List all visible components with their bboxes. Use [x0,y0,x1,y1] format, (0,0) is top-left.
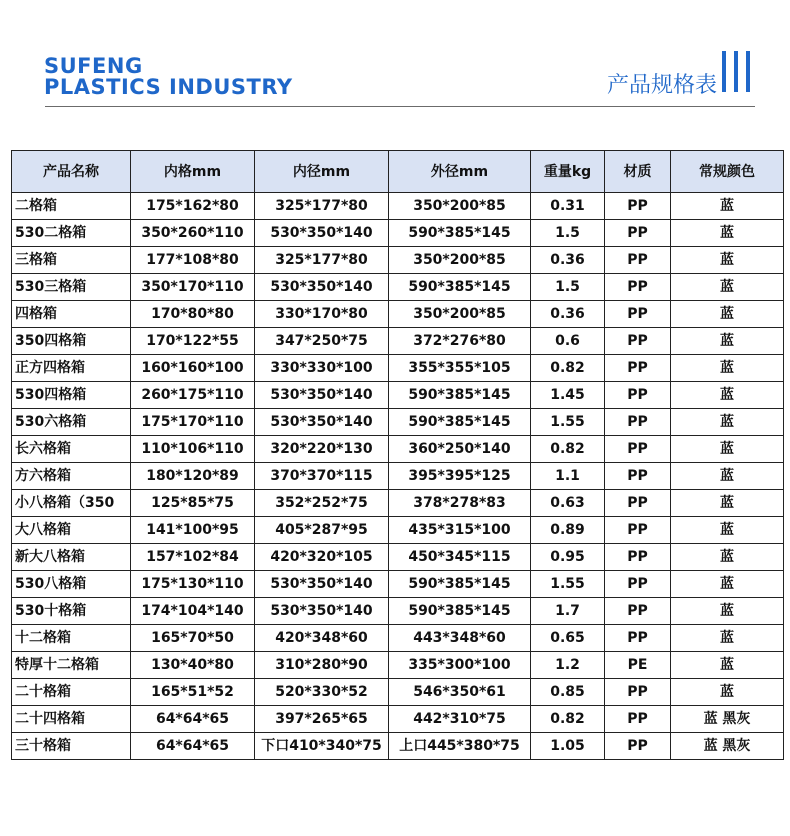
table-body [12,193,784,760]
color-cell: 蓝 [671,463,784,490]
product-name-cell: 二十四格箱 [12,706,131,733]
material-cell: PP [605,544,671,571]
material-cell: PP [605,733,671,760]
outer-diameter-cell: 350*200*85 [389,301,531,328]
column-header-material: 材质 [605,151,671,193]
page-title: 产品规格表 [606,73,717,98]
color-cell: 蓝 [671,193,784,220]
material-cell: PP [605,409,671,436]
column-header-color: 常规颜色 [671,151,784,193]
table-row [12,571,784,598]
color-cell: 蓝 [671,652,784,679]
inner-diameter-cell: 530*350*140 [255,598,389,625]
color-cell: 蓝 黑灰 [671,706,784,733]
product-name-cell: 二十格箱 [12,679,131,706]
outer-diameter-cell: 395*395*125 [389,463,531,490]
product-name-cell: 正方四格箱 [12,355,131,382]
outer-diameter-cell: 546*350*61 [389,679,531,706]
outer-diameter-cell: 590*385*145 [389,382,531,409]
inner-grid-cell: 180*120*89 [131,463,255,490]
weight-cell: 1.55 [531,571,605,598]
material-cell: PP [605,355,671,382]
title-bar [734,51,738,92]
outer-diameter-cell: 372*276*80 [389,328,531,355]
material-cell: PP [605,382,671,409]
table-row [12,517,784,544]
weight-cell: 0.36 [531,247,605,274]
color-cell: 蓝 [671,436,784,463]
table-row [12,679,784,706]
outer-diameter-cell: 590*385*145 [389,274,531,301]
inner-grid-cell: 160*160*100 [131,355,255,382]
title-bar [722,51,726,92]
weight-cell: 0.6 [531,328,605,355]
color-cell: 蓝 [671,598,784,625]
inner-grid-cell: 130*40*80 [131,652,255,679]
outer-diameter-cell: 378*278*83 [389,490,531,517]
inner-diameter-cell: 330*330*100 [255,355,389,382]
weight-cell: 1.2 [531,652,605,679]
column-header-weight: 重量kg [531,151,605,193]
inner-diameter-cell: 325*177*80 [255,193,389,220]
table-row [12,355,784,382]
product-name-cell: 二格箱 [12,193,131,220]
outer-diameter-cell: 443*348*60 [389,625,531,652]
spec-table [11,150,784,760]
inner-grid-cell: 350*170*110 [131,274,255,301]
product-name-cell: 530十格箱 [12,598,131,625]
inner-grid-cell: 157*102*84 [131,544,255,571]
color-cell: 蓝 [671,355,784,382]
color-cell: 蓝 [671,247,784,274]
outer-diameter-cell: 590*385*145 [389,598,531,625]
table-row [12,706,784,733]
material-cell: PP [605,436,671,463]
inner-grid-cell: 177*108*80 [131,247,255,274]
inner-diameter-cell: 530*350*140 [255,274,389,301]
outer-diameter-cell: 350*200*85 [389,193,531,220]
inner-grid-cell: 141*100*95 [131,517,255,544]
weight-cell: 1.05 [531,733,605,760]
color-cell: 蓝 [671,679,784,706]
inner-diameter-cell: 370*370*115 [255,463,389,490]
product-name-cell: 三格箱 [12,247,131,274]
color-cell: 蓝 [671,301,784,328]
weight-cell: 1.1 [531,463,605,490]
header-divider [45,106,755,107]
weight-cell: 0.36 [531,301,605,328]
inner-diameter-cell: 530*350*140 [255,220,389,247]
material-cell: PP [605,301,671,328]
inner-grid-cell: 110*106*110 [131,436,255,463]
outer-diameter-cell: 335*300*100 [389,652,531,679]
product-name-cell: 三十格箱 [12,733,131,760]
weight-cell: 0.63 [531,490,605,517]
color-cell: 蓝 [671,544,784,571]
outer-diameter-cell: 355*355*105 [389,355,531,382]
inner-diameter-cell: 325*177*80 [255,247,389,274]
weight-cell: 0.95 [531,544,605,571]
product-name-cell: 十二格箱 [12,625,131,652]
column-header-product-name: 产品名称 [12,151,131,193]
outer-diameter-cell: 442*310*75 [389,706,531,733]
material-cell: PP [605,517,671,544]
color-cell: 蓝 [671,220,784,247]
product-name-cell: 530六格箱 [12,409,131,436]
material-cell: PE [605,652,671,679]
product-name-cell: 小八格箱（350 [12,490,131,517]
inner-grid-cell: 260*175*110 [131,382,255,409]
weight-cell: 1.5 [531,274,605,301]
material-cell: PP [605,247,671,274]
table-row [12,247,784,274]
column-header-inner-grid: 内格mm [131,151,255,193]
weight-cell: 0.31 [531,193,605,220]
inner-diameter-cell: 420*348*60 [255,625,389,652]
inner-grid-cell: 175*130*110 [131,571,255,598]
inner-diameter-cell: 下口410*340*75 [255,733,389,760]
table-row [12,463,784,490]
color-cell: 蓝 [671,517,784,544]
color-cell: 蓝 [671,409,784,436]
weight-cell: 0.85 [531,679,605,706]
table-row [12,220,784,247]
inner-diameter-cell: 347*250*75 [255,328,389,355]
table-row [12,598,784,625]
inner-diameter-cell: 310*280*90 [255,652,389,679]
outer-diameter-cell: 上口445*380*75 [389,733,531,760]
column-header-outer-diameter: 外径mm [389,151,531,193]
product-name-cell: 350四格箱 [12,328,131,355]
table-header-row [12,151,784,193]
inner-grid-cell: 350*260*110 [131,220,255,247]
product-name-cell: 530三格箱 [12,274,131,301]
outer-diameter-cell: 350*200*85 [389,247,531,274]
table-row [12,490,784,517]
weight-cell: 1.55 [531,409,605,436]
material-cell: PP [605,598,671,625]
table-row [12,652,784,679]
table-row [12,328,784,355]
brand-line-1: SUFENG [44,54,143,78]
inner-grid-cell: 64*64*65 [131,706,255,733]
weight-cell: 1.45 [531,382,605,409]
weight-cell: 1.5 [531,220,605,247]
color-cell: 蓝 [671,328,784,355]
inner-grid-cell: 125*85*75 [131,490,255,517]
inner-grid-cell: 165*51*52 [131,679,255,706]
color-cell: 蓝 [671,490,784,517]
product-name-cell: 新大八格箱 [12,544,131,571]
table-row [12,193,784,220]
color-cell: 蓝 [671,274,784,301]
inner-diameter-cell: 330*170*80 [255,301,389,328]
outer-diameter-cell: 590*385*145 [389,571,531,598]
brand-line-2: PLASTICS INDUSTRY [44,75,293,99]
inner-diameter-cell: 530*350*140 [255,571,389,598]
material-cell: PP [605,571,671,598]
material-cell: PP [605,193,671,220]
inner-diameter-cell: 320*220*130 [255,436,389,463]
table-row [12,544,784,571]
inner-diameter-cell: 397*265*65 [255,706,389,733]
weight-cell: 0.82 [531,436,605,463]
outer-diameter-cell: 360*250*140 [389,436,531,463]
table-row [12,274,784,301]
weight-cell: 0.82 [531,355,605,382]
material-cell: PP [605,220,671,247]
product-name-cell: 特厚十二格箱 [12,652,131,679]
color-cell: 蓝 [671,382,784,409]
weight-cell: 0.82 [531,706,605,733]
column-header-inner-diameter: 内径mm [255,151,389,193]
inner-diameter-cell: 352*252*75 [255,490,389,517]
outer-diameter-cell: 590*385*145 [389,220,531,247]
table-row [12,436,784,463]
color-cell: 蓝 [671,625,784,652]
product-name-cell: 530二格箱 [12,220,131,247]
product-name-cell: 长六格箱 [12,436,131,463]
color-cell: 蓝 黑灰 [671,733,784,760]
inner-grid-cell: 174*104*140 [131,598,255,625]
inner-diameter-cell: 530*350*140 [255,382,389,409]
table-row [12,625,784,652]
material-cell: PP [605,625,671,652]
title-bar [746,51,750,92]
product-name-cell: 530四格箱 [12,382,131,409]
material-cell: PP [605,679,671,706]
table-row [12,382,784,409]
product-name-cell: 方六格箱 [12,463,131,490]
material-cell: PP [605,328,671,355]
product-name-cell: 大八格箱 [12,517,131,544]
weight-cell: 0.65 [531,625,605,652]
outer-diameter-cell: 590*385*145 [389,409,531,436]
weight-cell: 0.89 [531,517,605,544]
table-row [12,733,784,760]
weight-cell: 1.7 [531,598,605,625]
inner-grid-cell: 175*170*110 [131,409,255,436]
table-row [12,409,784,436]
inner-grid-cell: 175*162*80 [131,193,255,220]
product-name-cell: 四格箱 [12,301,131,328]
inner-grid-cell: 64*64*65 [131,733,255,760]
material-cell: PP [605,706,671,733]
material-cell: PP [605,463,671,490]
material-cell: PP [605,490,671,517]
inner-diameter-cell: 420*320*105 [255,544,389,571]
inner-grid-cell: 165*70*50 [131,625,255,652]
inner-grid-cell: 170*80*80 [131,301,255,328]
brand-logo [44,56,293,98]
product-name-cell: 530八格箱 [12,571,131,598]
table-row [12,301,784,328]
outer-diameter-cell: 450*345*115 [389,544,531,571]
inner-diameter-cell: 520*330*52 [255,679,389,706]
outer-diameter-cell: 435*315*100 [389,517,531,544]
inner-grid-cell: 170*122*55 [131,328,255,355]
inner-diameter-cell: 405*287*95 [255,517,389,544]
inner-diameter-cell: 530*350*140 [255,409,389,436]
color-cell: 蓝 [671,571,784,598]
material-cell: PP [605,274,671,301]
